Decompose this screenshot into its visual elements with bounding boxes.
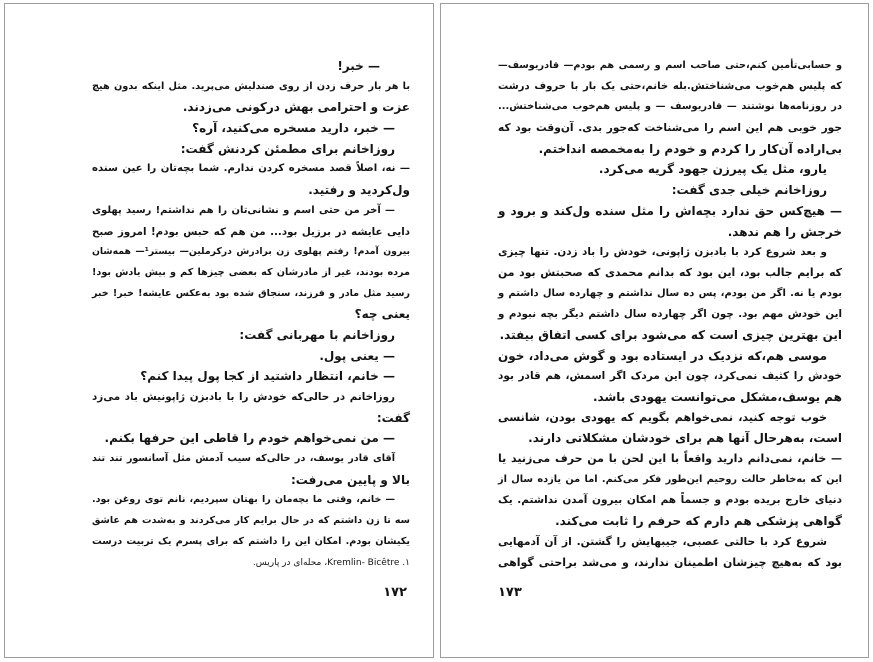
- text-line: — هیچ‌کس حق ندارد بچه‌اش را مثل سنده ول‌کند و برود و: [498, 203, 842, 218]
- text-line: — آخر من حتی اسم و نشانی‌تان را هم نداشتم! رسید پهلوی: [92, 204, 395, 216]
- text-line: موسی هم،که نزدیک در ایستاده بود و گوش می‌داد، خون: [498, 348, 827, 363]
- text-line: بی‌اراده آن‌کار را کردم و خودم را به‌مخمصه انداختم.: [538, 141, 842, 156]
- text-line: یعنی چه؟: [354, 307, 410, 322]
- text-line: آقای قادر یوسف، در حالی‌که سیب آدمش مثل آسانسور تند تند: [92, 453, 395, 465]
- text-line: — خبر، دارید مسخره می‌کنید، آره؟: [192, 121, 395, 136]
- text-line: — خبر!: [337, 59, 380, 73]
- text-line: — خانم، نمی‌دانم دارید واقعاً با این لحن با من حرف می‌زنید یا: [498, 452, 842, 466]
- text-line: روزاخانم با مهربانی گفت:: [239, 327, 395, 342]
- text-line: رسید مثل مادر و فرزند، سنجاق شده بود به‌عکس عایشه! خبر! خبر: [92, 287, 410, 299]
- text-line: روزاخانم خیلی جدی گفت:: [671, 183, 827, 198]
- text-line: — نه، اصلاً قصد مسخره کردن ندارم. شما بچه‌تان را عین سنده: [92, 163, 410, 175]
- text-line: روزاخانم در حالی‌که خودش را با بادبزن ژاپونیش باد می‌زد: [92, 391, 395, 403]
- text-line: گواهی پزشکی هم دارم که حرفم را ثابت می‌کند.: [555, 514, 842, 529]
- text-line: بود که به‌هیچ چیزشان اطمینان ندارند، و می‌شد براحتی گواهی: [498, 555, 842, 569]
- text-line: با هر بار حرف زدن از روی صندلیش می‌پرید. مثل اینکه بدون هیچ: [92, 80, 410, 92]
- page-number: ۱۷۲: [383, 585, 407, 600]
- text-line: یارو، مثل یک پیرزن جهود گریه می‌کرد.: [598, 162, 827, 177]
- text-line: این خودش مهم بود. چون اگر چهارده سال داشتم دیگر بچه نبودم و: [498, 308, 842, 321]
- text-line: سه تا زن داشتم که در حال برایم کار می‌کردند و به‌شدت هم عاشق: [92, 515, 410, 527]
- text-line: — خانم، انتظار داشتید از کجا پول پیدا کنم؟: [140, 369, 395, 384]
- text-line: مرده بودند، غیر از مادرشان که بعضی چیزها کم و بیش یادش بود!: [92, 266, 410, 278]
- text-line: بالا و پایین می‌رفت:: [291, 472, 410, 487]
- page-number: ۱۷۳: [498, 585, 522, 600]
- text-line: عزت و احترامی بهش درکونی می‌زدند.: [182, 100, 410, 115]
- book-page-173: [440, 3, 869, 658]
- text-line: در روزنامه‌ها نوشتند — قادریوسف — و پلیس هم‌خوب می‌شناختش...: [498, 101, 842, 113]
- text-line: بیرون آمدم! رفتم پهلوی زن برادرش درکرملین— بیستر¹— همه‌شان: [92, 246, 411, 258]
- page-body-text: [92, 56, 410, 573]
- text-line: این بهترین چیزی است که می‌شود برای کسی اتفاق بیفتد.: [499, 327, 842, 342]
- text-line: گفت:: [376, 410, 410, 425]
- footnote: ۱. Kremlin- Bicêtre، محله‌ای در پاریس.: [252, 557, 410, 568]
- text-line: هم یوسف،مشکل می‌توانست یهودی باشد.: [593, 390, 842, 404]
- text-line: شروع کرد با حالتی عصبی، جیبهایش را گشتن. از آن آدمهایی: [498, 534, 827, 548]
- text-line: — خانم، وقتی ما بچه‌مان را بهتان سپردیم، نانم توی روغن بود.: [92, 494, 395, 506]
- text-line: ول‌کردید و رفتید.: [308, 183, 410, 198]
- text-line: که برایم جالب بود، این بود که بدانم محمدی که صحبتش بود من: [498, 265, 842, 279]
- text-line: جور خوبی هم این اسم را می‌شناخت که‌جور بدی. آن‌وقت بود که: [498, 121, 842, 135]
- text-line: دایی عایشه در برزیل بود... من هم که حبس بودم! امروز صبح: [92, 225, 410, 238]
- text-line: است، به‌هرحال آنها هم برای خودشان مشکلاتی دارند.: [528, 431, 842, 446]
- text-line: و بعد شروع کرد با بادبزن ژاپونی، خودش را باد زدن. تنها چیزی: [498, 246, 827, 259]
- text-line: — یعنی پول.: [319, 348, 395, 363]
- book-page-172: [4, 3, 434, 658]
- text-line: بودم یا نه. اگر من بودم، پس ده سال نداشتم و چهارده سال داشتم و: [498, 287, 842, 299]
- text-line: این که به‌خاطر حالت روحیم این‌طور فکر می‌کنم. اما من یازده سال از: [498, 473, 842, 485]
- text-line: و حسابی‌تأمین کنم،حتی صاحب اسم و رسمی هم بودم— قادریوسف—: [498, 60, 842, 71]
- text-line: — من نمی‌خواهم خودم را قاطی این حرفها بکنم.: [104, 431, 395, 446]
- text-line: روزاخانم برای مطمئن کردنش گفت:: [180, 141, 395, 156]
- page-body-text: [498, 56, 842, 573]
- text-line: دنیای خارج بریده بودم و جسماً هم امکان بیرون آمدن نداشتم. یک: [498, 494, 842, 507]
- text-line: خوب توجه کنید، نمی‌خواهم بگویم که یهودی بودن، شانسی: [498, 410, 827, 424]
- text-line: خرجش را هم ندهد.: [727, 224, 842, 239]
- text-line: که پلیس هم‌خوب می‌شناختش.بله خانم،حتی یک بار با حروف درشت: [498, 80, 842, 92]
- text-line: خودش را کثیف نمی‌کرد، چون این مردک اگر اسمش، هم قادر بود: [498, 370, 842, 383]
- text-line: یکیشان بودم. امکان این را داشتم که برای پسرم یک تربیت درست: [92, 535, 410, 547]
